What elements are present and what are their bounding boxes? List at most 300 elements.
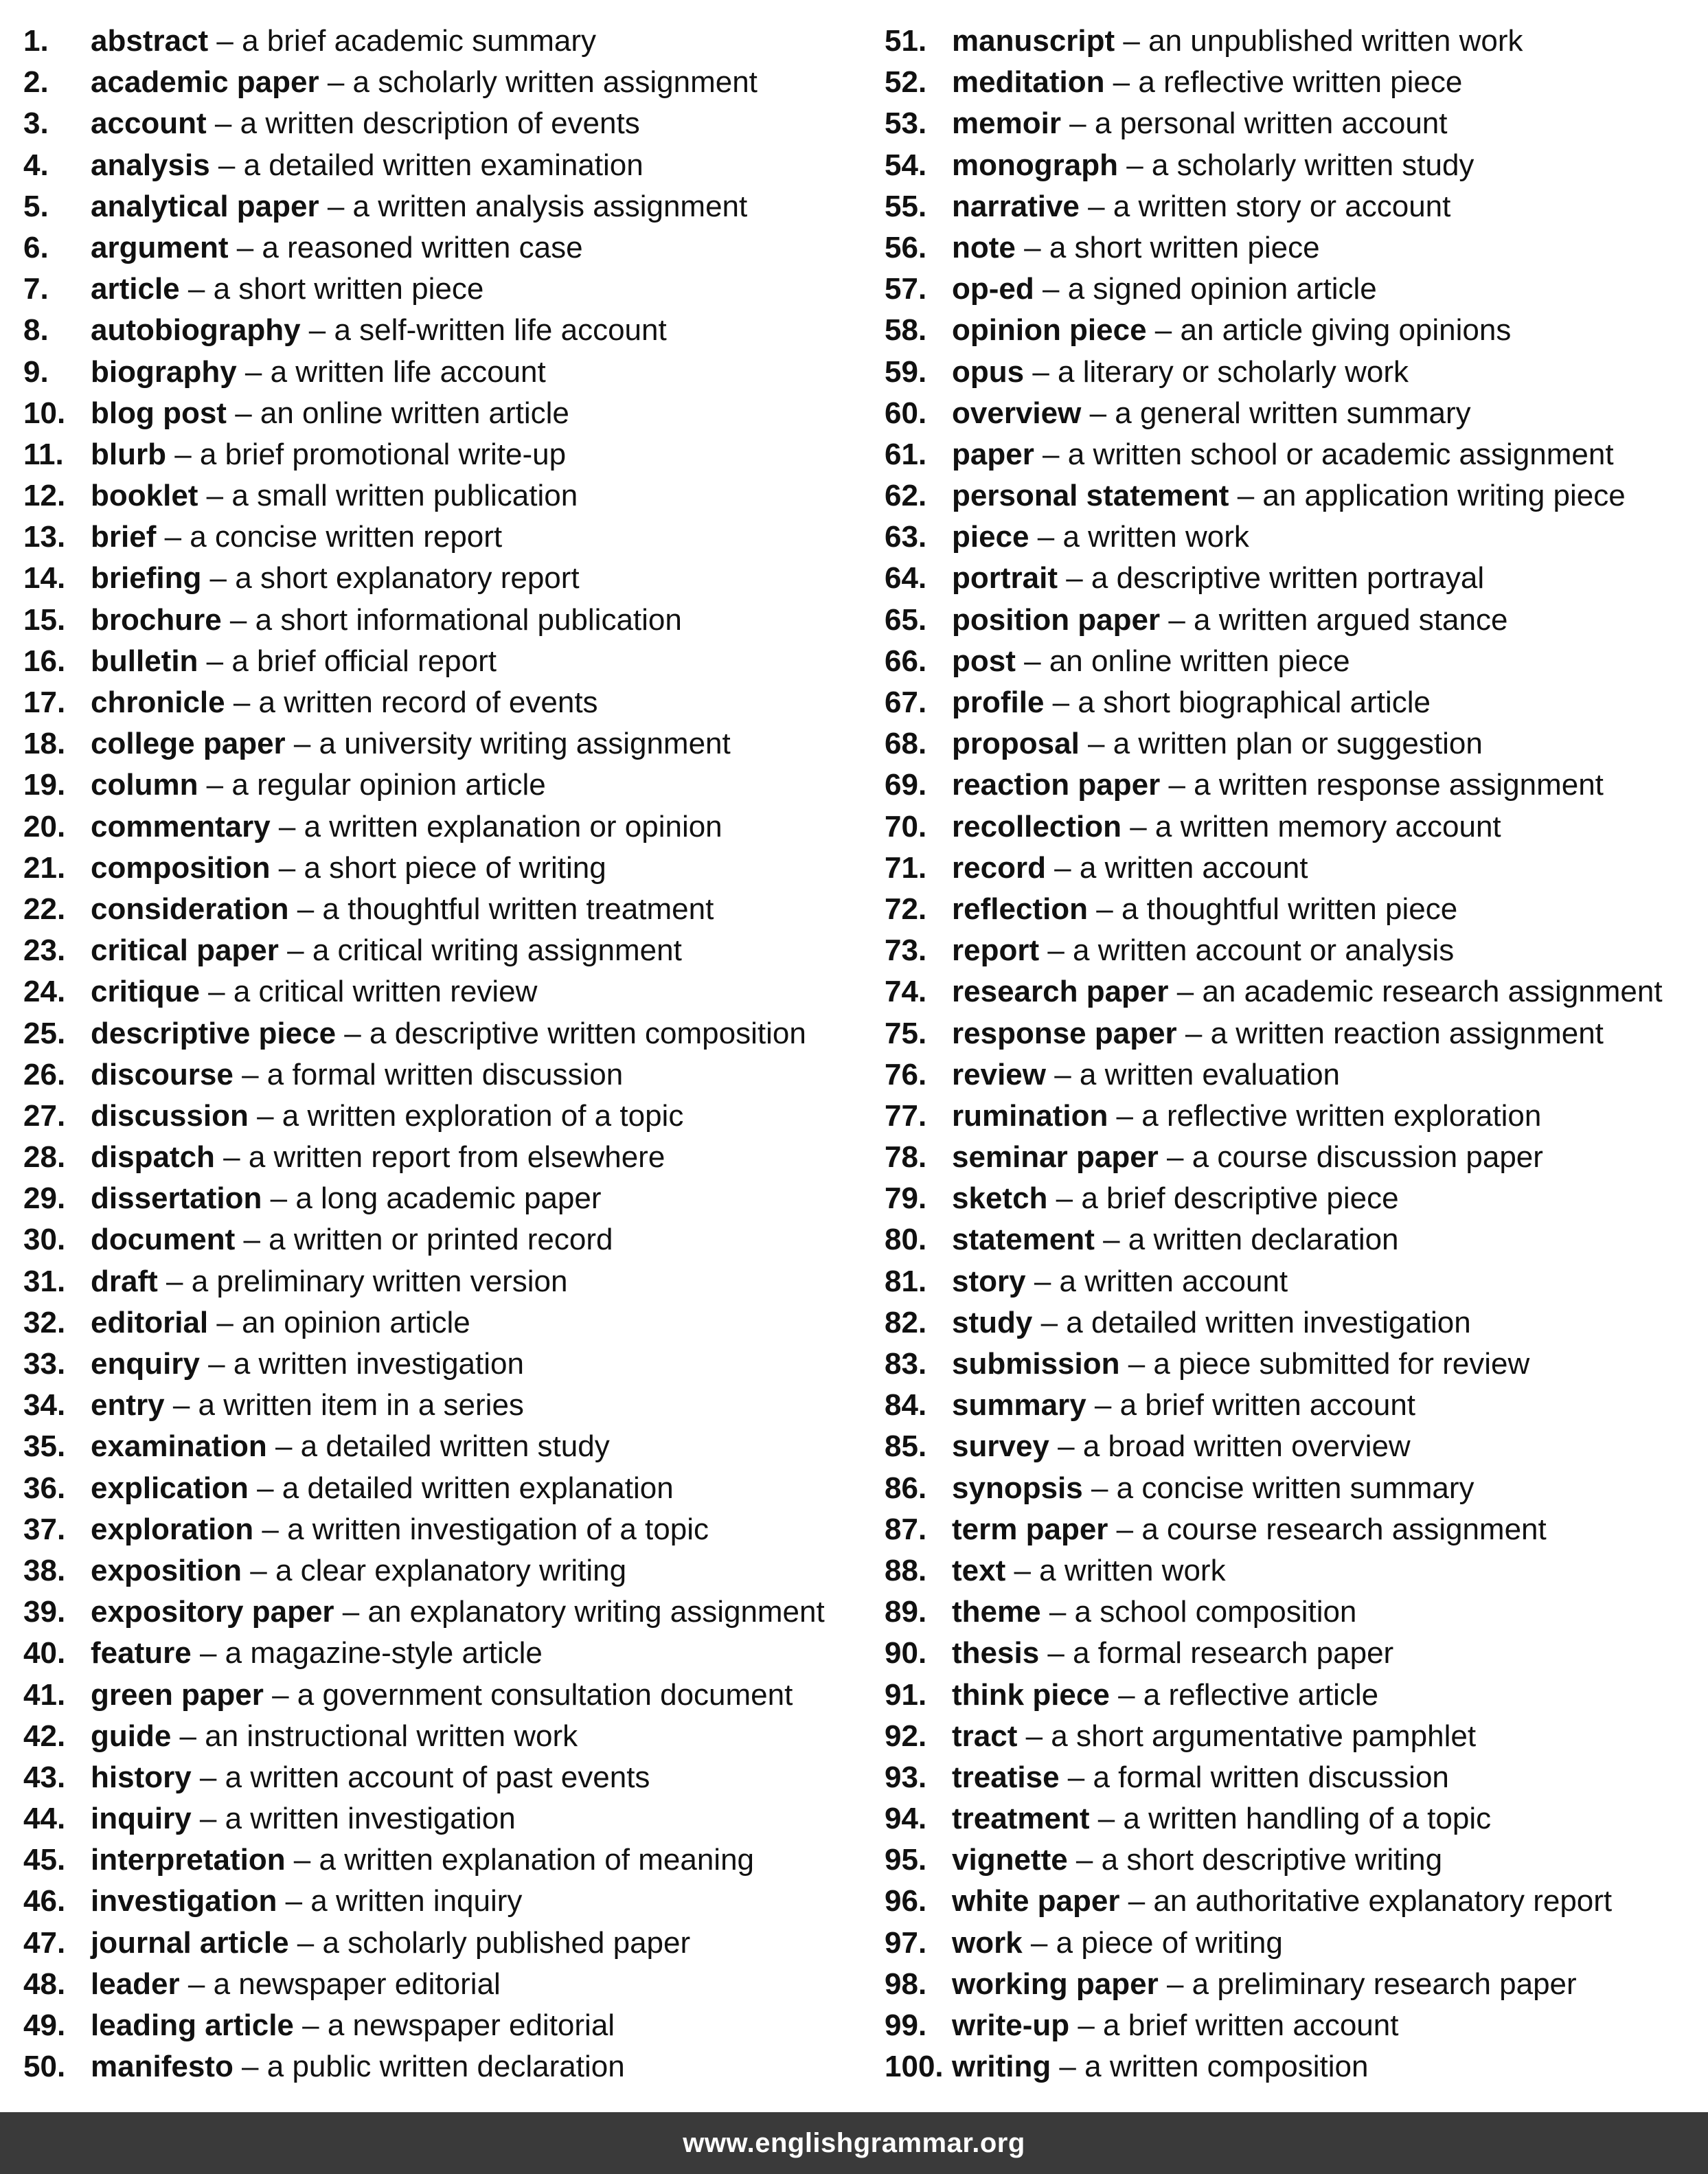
list-item — [23, 21, 868, 62]
item-number: 42. — [23, 1719, 66, 1753]
item-definition: a written investigation — [233, 1347, 524, 1381]
item-separator: – — [198, 644, 232, 678]
item-definition: a written story or account — [1113, 189, 1451, 223]
item-number: 90. — [885, 1636, 927, 1671]
list-item — [23, 2005, 868, 2046]
item-separator: – — [1017, 1719, 1051, 1753]
list-item — [23, 2046, 868, 2087]
item-separator: – — [1025, 1264, 1060, 1298]
item-definition: a written life account — [270, 354, 546, 389]
item-definition: a written memory account — [1154, 809, 1501, 843]
list-item — [885, 1757, 1702, 1798]
item-term: portrait — [952, 561, 1058, 596]
list-item — [23, 1178, 868, 1219]
item-term: work — [952, 1925, 1023, 1960]
list-item — [23, 103, 868, 144]
item-number: 85. — [885, 1429, 927, 1464]
footer-bar — [0, 2112, 1708, 2174]
item-number: 94. — [885, 1802, 927, 1836]
item-separator: – — [1058, 561, 1091, 596]
item-separator: – — [171, 1719, 205, 1753]
list-item — [23, 641, 868, 682]
item-number: 60. — [885, 396, 927, 430]
list-item — [23, 1468, 868, 1509]
item-term: white paper — [952, 1884, 1120, 1918]
list-item — [885, 475, 1702, 517]
item-number: 72. — [885, 892, 927, 926]
list-item — [885, 517, 1702, 558]
item-separator: – — [221, 602, 255, 637]
item-number: 78. — [885, 1140, 927, 1175]
item-number: 80. — [885, 1223, 927, 1257]
item-separator: – — [285, 1843, 319, 1877]
item-definition: a written explanation of meaning — [319, 1843, 755, 1877]
item-term: overview — [952, 396, 1082, 430]
item-term: note — [952, 230, 1016, 264]
item-number: 68. — [885, 727, 927, 761]
item-definition: a critical written review — [233, 975, 538, 1009]
item-definition: a written analysis assignment — [352, 189, 748, 223]
item-term: narrative — [952, 189, 1080, 223]
item-separator: – — [1176, 1016, 1211, 1050]
item-definition: a course research assignment — [1141, 1512, 1547, 1546]
item-definition: a written account of past events — [225, 1760, 650, 1794]
item-term: sketch — [952, 1181, 1048, 1216]
item-definition: an application writing piece — [1262, 479, 1626, 513]
item-number: 3. — [23, 106, 49, 141]
list-item — [885, 186, 1702, 227]
item-term: opinion piece — [952, 313, 1147, 348]
item-term: working paper — [952, 1967, 1159, 2001]
list-item — [885, 1013, 1702, 1054]
item-definition: a short written piece — [213, 272, 484, 306]
item-separator: – — [285, 727, 319, 761]
item-definition: a short descriptive writing — [1101, 1843, 1443, 1877]
list-item — [23, 848, 868, 889]
item-separator: – — [300, 313, 334, 348]
item-definition: an unpublished written work — [1148, 24, 1523, 58]
item-definition: a piece submitted for review — [1153, 1347, 1530, 1381]
item-definition: a written work — [1039, 1553, 1226, 1587]
list-item — [23, 889, 868, 930]
list-item — [23, 1054, 868, 1096]
item-term: descriptive piece — [91, 1016, 337, 1050]
list-item — [885, 1550, 1702, 1592]
item-number: 14. — [23, 561, 66, 596]
item-number: 74. — [885, 975, 927, 1009]
item-separator: – — [1121, 809, 1155, 843]
item-separator: – — [1079, 189, 1113, 223]
item-number: 22. — [23, 892, 66, 926]
item-definition: a written inquiry — [310, 1884, 523, 1918]
item-number: 54. — [885, 148, 927, 182]
item-separator: – — [1081, 396, 1115, 430]
item-definition: a university writing assignment — [319, 727, 731, 761]
item-term: treatment — [952, 1802, 1090, 1836]
item-separator: – — [288, 892, 323, 926]
item-definition: a written evaluation — [1079, 1057, 1341, 1091]
item-separator: – — [1119, 1884, 1154, 1918]
item-separator: – — [1005, 1553, 1040, 1587]
item-separator: – — [1160, 768, 1194, 802]
item-definition: a written explanation or opinion — [304, 809, 722, 843]
item-term: leader — [91, 1967, 180, 2001]
item-term: document — [91, 1223, 236, 1257]
item-separator: – — [156, 520, 190, 554]
item-separator: – — [1039, 933, 1073, 968]
item-definition: a written school or academic assignment — [1067, 437, 1614, 471]
item-term: abstract — [91, 24, 209, 58]
item-separator: – — [1229, 479, 1263, 513]
item-term: thesis — [952, 1636, 1040, 1671]
list-item — [885, 723, 1702, 765]
item-number: 61. — [885, 437, 927, 471]
item-definition: a written work — [1062, 520, 1249, 554]
list-item — [23, 1964, 868, 2005]
item-separator: – — [1115, 24, 1149, 58]
item-term: entry — [91, 1388, 165, 1423]
item-definition: a written exploration of a topic — [282, 1098, 684, 1133]
list-item — [23, 1302, 868, 1344]
item-definition: a newspaper editorial — [327, 2008, 615, 2042]
item-term: history — [91, 1760, 192, 1794]
item-separator: – — [225, 686, 259, 719]
item-term: monograph — [952, 148, 1118, 182]
list-item — [23, 765, 868, 806]
list-item — [885, 2046, 1702, 2087]
list-item — [885, 889, 1702, 930]
item-separator: – — [334, 1595, 368, 1629]
item-term: summary — [952, 1388, 1086, 1423]
item-definition: a descriptive written portrayal — [1091, 561, 1485, 596]
list-item — [885, 1509, 1702, 1550]
item-term: report — [952, 933, 1040, 968]
item-definition: a self-written life account — [334, 313, 667, 348]
item-definition: a thoughtful written treatment — [322, 892, 714, 926]
item-term: discourse — [91, 1057, 234, 1091]
item-definition: a general written summary — [1115, 396, 1471, 430]
item-term: academic paper — [91, 65, 319, 100]
item-number: 28. — [23, 1140, 66, 1175]
item-separator: – — [266, 1429, 301, 1464]
list-item — [23, 1881, 868, 1922]
list-item — [23, 1923, 868, 1964]
list-item — [885, 1798, 1702, 1839]
item-number: 32. — [23, 1305, 66, 1339]
item-number: 87. — [885, 1512, 927, 1546]
item-number: 40. — [23, 1636, 66, 1671]
item-number: 47. — [23, 1925, 66, 1960]
item-number: 18. — [23, 727, 66, 761]
item-number: 66. — [885, 644, 927, 678]
list-item — [885, 1426, 1702, 1467]
list-item — [885, 1385, 1702, 1426]
item-definition: a scholarly written assignment — [352, 65, 758, 100]
item-definition: a brief official report — [231, 644, 497, 678]
item-definition: a newspaper editorial — [213, 1967, 501, 2001]
item-separator: – — [191, 1636, 225, 1671]
item-term: treatise — [952, 1760, 1060, 1794]
item-separator: – — [1015, 644, 1049, 678]
footer-url[interactable]: www.englishgrammar.org — [683, 2127, 1025, 2158]
item-separator: – — [1082, 1471, 1117, 1505]
item-definition: a written investigation — [225, 1802, 516, 1836]
item-term: profile — [952, 686, 1045, 719]
item-number: 45. — [23, 1843, 66, 1877]
item-definition: an authoritative explanatory report — [1153, 1884, 1613, 1918]
item-term: proposal — [952, 727, 1080, 761]
list-item — [885, 558, 1702, 599]
item-separator: – — [1024, 354, 1058, 389]
item-definition: a school composition — [1074, 1595, 1357, 1629]
item-term: rumination — [952, 1098, 1108, 1133]
item-term: composition — [91, 850, 271, 885]
item-definition: a short argumentative pamphlet — [1051, 1719, 1477, 1753]
item-term: explication — [91, 1471, 249, 1505]
list-item — [885, 1054, 1702, 1096]
list-item — [23, 1426, 868, 1467]
item-term: booklet — [91, 479, 198, 513]
item-number: 53. — [885, 106, 927, 141]
item-number: 83. — [885, 1347, 927, 1381]
item-number: 97. — [885, 1925, 927, 1960]
item-number: 15. — [23, 602, 66, 637]
item-definition: a written description of events — [240, 106, 640, 141]
item-separator: – — [1088, 892, 1121, 926]
item-term: blurb — [91, 437, 166, 471]
item-term: autobiography — [91, 313, 301, 348]
item-number: 20. — [23, 809, 66, 843]
item-term: guide — [91, 1719, 172, 1753]
item-definition: a government consultation document — [297, 1677, 793, 1712]
list-item — [885, 1096, 1702, 1137]
item-term: piece — [952, 520, 1029, 554]
item-number: 99. — [885, 2008, 927, 2042]
item-separator: – — [1117, 148, 1152, 182]
item-separator: – — [199, 975, 234, 1009]
item-term: account — [91, 106, 207, 141]
list-item — [23, 1757, 868, 1798]
item-separator: – — [1168, 975, 1203, 1009]
item-separator: – — [248, 1471, 282, 1505]
item-number: 7. — [23, 272, 49, 306]
item-definition: a small written publication — [231, 479, 578, 513]
item-term: study — [952, 1305, 1033, 1339]
item-definition: a written investigation of a topic — [287, 1512, 709, 1546]
list-item — [23, 1219, 868, 1260]
item-number: 50. — [23, 2050, 66, 2084]
item-separator: – — [1032, 1305, 1067, 1339]
item-separator: – — [1079, 727, 1113, 761]
item-definition: a reasoned written case — [262, 230, 583, 264]
item-number: 30. — [23, 1223, 66, 1257]
list-item — [23, 1013, 868, 1054]
item-separator: – — [1015, 230, 1049, 264]
list-item — [885, 1881, 1702, 1922]
item-number: 62. — [885, 479, 927, 513]
list-item — [23, 1716, 868, 1757]
list-item — [23, 971, 868, 1012]
list-item — [23, 1798, 868, 1839]
item-term: expository paper — [91, 1595, 334, 1629]
item-number: 41. — [23, 1677, 66, 1712]
item-definition: a concise written report — [190, 520, 503, 554]
item-definition: a short written piece — [1049, 230, 1320, 264]
item-term: chronicle — [91, 686, 225, 719]
item-number: 93. — [885, 1760, 927, 1794]
item-term: investigation — [91, 1884, 277, 1918]
item-term: personal statement — [952, 479, 1229, 513]
item-number: 70. — [885, 809, 927, 843]
item-separator: – — [198, 768, 232, 802]
item-definition: a course discussion paper — [1192, 1140, 1543, 1175]
item-separator: – — [235, 1223, 269, 1257]
item-separator: – — [236, 354, 271, 389]
list-item — [23, 806, 868, 848]
item-number: 25. — [23, 1016, 66, 1050]
item-number: 77. — [885, 1098, 927, 1133]
item-definition: an online written piece — [1049, 644, 1350, 678]
item-separator: – — [206, 106, 240, 141]
item-separator: – — [1089, 1802, 1124, 1836]
list-item — [23, 1137, 868, 1178]
item-number: 11. — [23, 437, 64, 471]
list-item — [23, 145, 868, 186]
list-item — [885, 1468, 1702, 1509]
item-term: journal article — [91, 1925, 289, 1960]
item-separator: – — [293, 2008, 328, 2042]
list-item — [23, 517, 868, 558]
item-definition: a concise written summary — [1116, 1471, 1474, 1505]
item-separator: – — [1146, 313, 1181, 348]
item-definition: a regular opinion article — [231, 768, 546, 802]
item-definition: a reflective written exploration — [1141, 1098, 1542, 1133]
list-item — [885, 1923, 1702, 1964]
item-separator: – — [1039, 1636, 1073, 1671]
item-separator: – — [1086, 1388, 1120, 1423]
item-definition: a short explanatory report — [235, 561, 580, 596]
item-definition: an explanatory writing assignment — [367, 1595, 825, 1629]
list-item — [23, 393, 868, 434]
item-term: blog post — [91, 396, 227, 430]
item-separator: – — [198, 479, 232, 513]
item-separator: – — [1034, 437, 1068, 471]
item-definition: a written plan or suggestion — [1113, 727, 1483, 761]
item-separator: – — [201, 561, 236, 596]
item-term: discussion — [91, 1098, 249, 1133]
item-definition: an academic research assignment — [1202, 975, 1663, 1009]
list-item — [23, 1675, 868, 1716]
item-number: 17. — [23, 686, 66, 719]
item-term: inquiry — [91, 1802, 192, 1836]
list-item — [23, 1385, 868, 1426]
list-item — [885, 641, 1702, 682]
item-separator: – — [1045, 850, 1080, 885]
item-definition: a detailed written investigation — [1066, 1305, 1471, 1339]
item-definition: a short informational publication — [255, 602, 682, 637]
list-item — [23, 930, 868, 971]
list-item — [885, 765, 1702, 806]
list-item — [23, 227, 868, 269]
item-term: recollection — [952, 809, 1121, 843]
item-number: 16. — [23, 644, 66, 678]
list-item — [23, 682, 868, 723]
item-term: survey — [952, 1429, 1049, 1464]
item-number: 8. — [23, 313, 49, 348]
item-term: tract — [952, 1719, 1018, 1753]
list-item — [885, 103, 1702, 144]
item-definition: a magazine-style article — [225, 1636, 543, 1671]
item-term: think piece — [952, 1677, 1110, 1712]
item-definition: a written declaration — [1128, 1223, 1399, 1257]
item-number: 71. — [885, 850, 927, 885]
item-definition: a critical writing assignment — [312, 933, 682, 968]
list-item — [23, 1344, 868, 1385]
list-item — [885, 145, 1702, 186]
item-definition: an instructional written work — [205, 1719, 578, 1753]
list-item — [885, 1716, 1702, 1757]
item-number: 29. — [23, 1181, 66, 1216]
list-item — [885, 21, 1702, 62]
item-separator: – — [1119, 1347, 1154, 1381]
item-term: column — [91, 768, 198, 802]
item-separator: – — [278, 933, 312, 968]
list-item — [885, 682, 1702, 723]
list-item — [23, 62, 868, 103]
item-number: 96. — [885, 1884, 927, 1918]
list-item — [23, 269, 868, 310]
item-definition: a personal written account — [1094, 106, 1448, 141]
list-item — [885, 971, 1702, 1012]
item-definition: a written reaction assignment — [1210, 1016, 1604, 1050]
item-separator: – — [191, 1760, 225, 1794]
item-definition: a reflective written piece — [1138, 65, 1463, 100]
item-separator: – — [1060, 106, 1095, 141]
word-list-column-right — [885, 21, 1702, 2087]
item-definition: a short piece of writing — [304, 850, 606, 885]
item-term: editorial — [91, 1305, 209, 1339]
item-term: write-up — [952, 2008, 1070, 2042]
item-term: statement — [952, 1223, 1095, 1257]
item-term: position paper — [952, 602, 1161, 637]
item-separator: – — [1160, 602, 1194, 637]
item-term: paper — [952, 437, 1034, 471]
item-term: interpretation — [91, 1843, 286, 1877]
item-number: 33. — [23, 1347, 66, 1381]
item-number: 38. — [23, 1553, 66, 1587]
item-separator: – — [1059, 1760, 1093, 1794]
item-number: 56. — [885, 230, 927, 264]
list-item — [885, 848, 1702, 889]
item-separator: – — [208, 24, 242, 58]
item-definition: a scholarly written study — [1151, 148, 1474, 182]
item-number: 58. — [885, 313, 927, 348]
item-number: 13. — [23, 520, 66, 554]
item-definition: a written account — [1079, 850, 1308, 885]
item-term: brief — [91, 520, 157, 554]
item-separator: – — [277, 1884, 311, 1918]
item-number: 75. — [885, 1016, 927, 1050]
item-separator: – — [1067, 1843, 1102, 1877]
item-term: reflection — [952, 892, 1089, 926]
item-separator: – — [1047, 1181, 1082, 1216]
item-term: reaction paper — [952, 768, 1161, 802]
item-term: article — [91, 272, 180, 306]
list-item — [23, 600, 868, 641]
item-separator: – — [1029, 520, 1063, 554]
item-definition: a scholarly published paper — [322, 1925, 691, 1960]
item-term: manuscript — [952, 24, 1115, 58]
